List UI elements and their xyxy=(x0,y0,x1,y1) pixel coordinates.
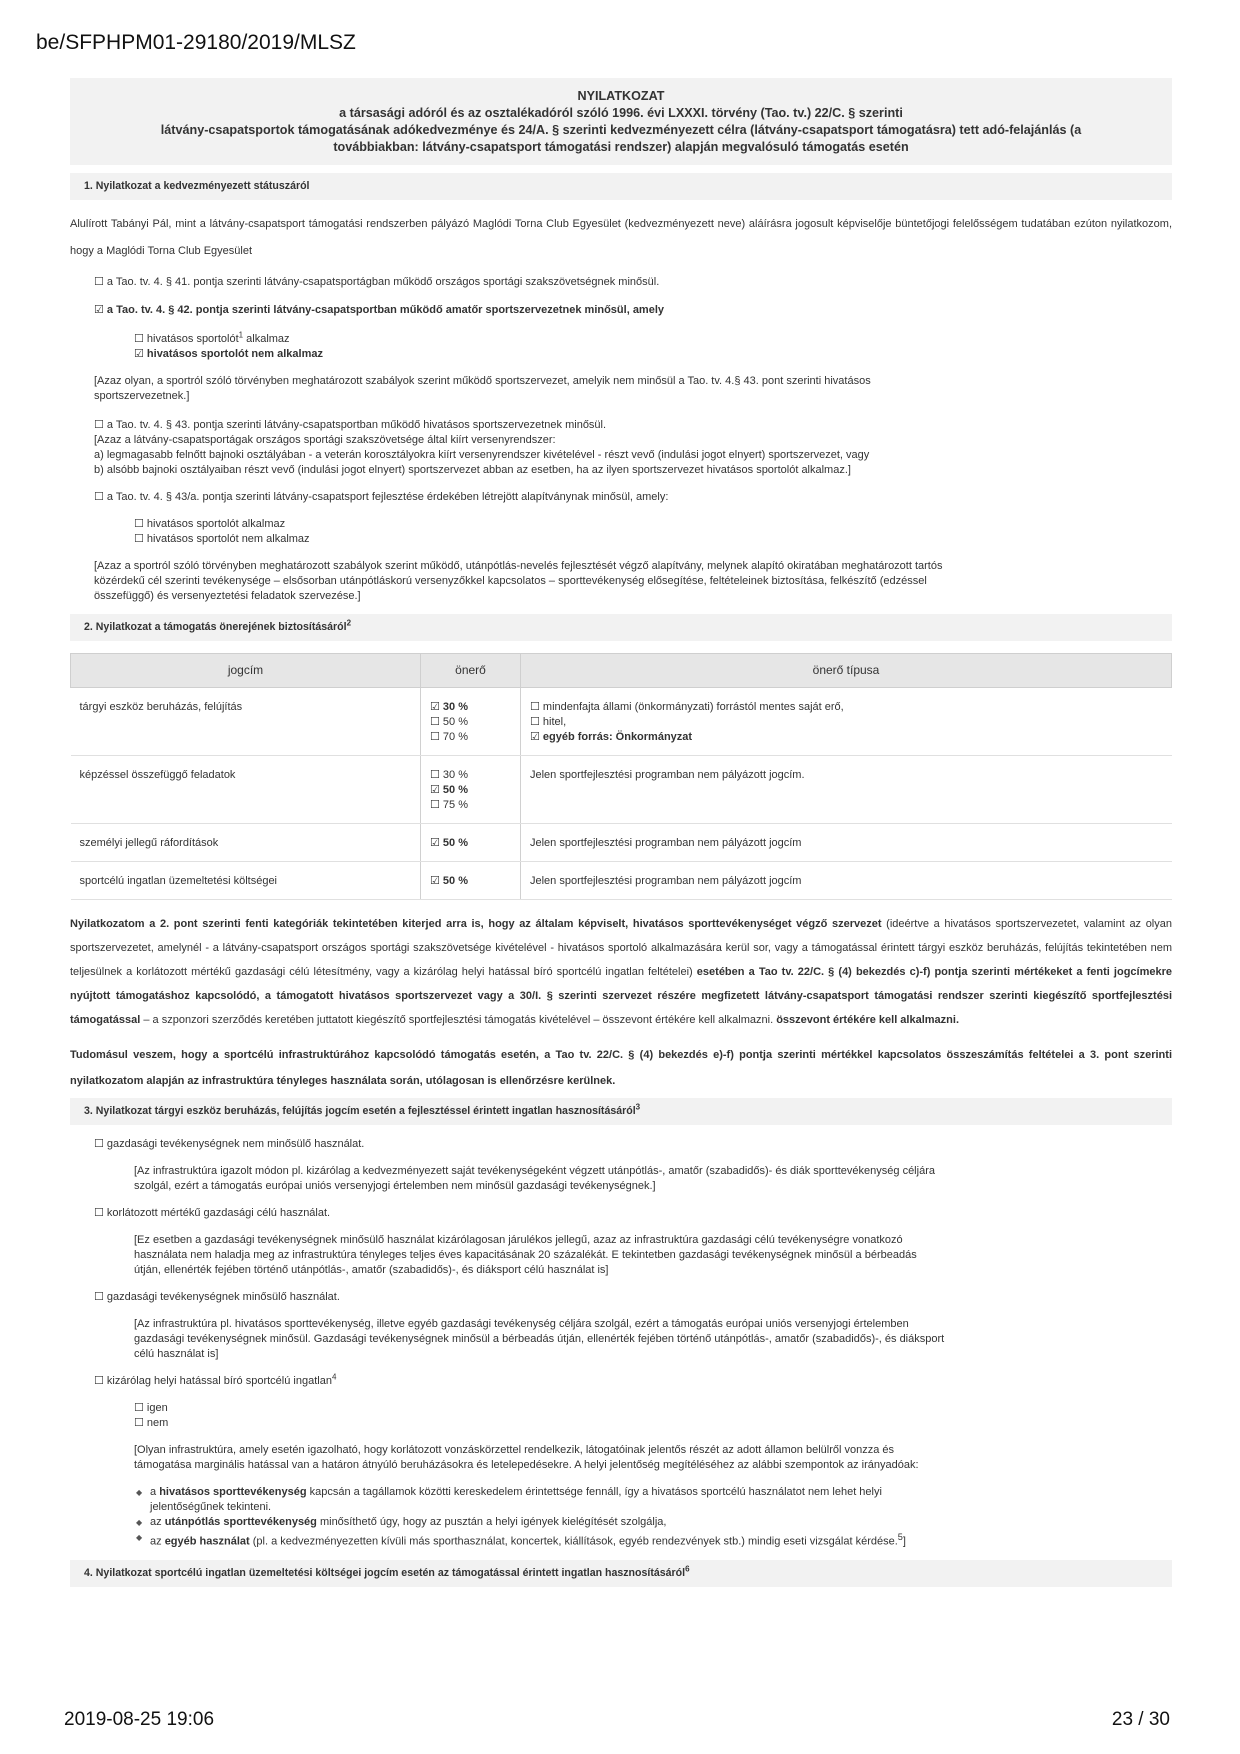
declaration-bold-1: Nyilatkozatom a 2. pont szerinti fenti kategóriák tekintetében kiterjed arra is, hogy az általam képviselt, hivatásos sporttevékenységet végző szervezet xyxy=(70,918,882,930)
cell-jogcim: tárgyi eszköz beruházás, felújítás xyxy=(71,688,421,756)
note-line: célú használat is] xyxy=(134,1348,219,1360)
footer-page-number: 23 / 30 xyxy=(1111,1709,1170,1730)
cell-jogcim: személyi jellegű ráfordítások xyxy=(71,824,421,862)
section-3-heading-text: 3. Nyilatkozat tárgyi eszköz beruházás, felújítás jogcím esetén a fejlesztéssel érintett ingatlan hasznosításáról xyxy=(84,1105,636,1117)
option-43-line-3: a) legmagasabb felnőtt bajnoki osztályában - a veterán korosztályokra kiírt versenyrendszer kivételével - részt vevő (indulási jogot elnyert) sportszervezet, vagy xyxy=(94,449,870,461)
section-4-heading xyxy=(70,1560,1172,1587)
section-1-heading: 1. Nyilatkozat a kedvezményezett státuszáról xyxy=(70,173,1172,200)
table-row xyxy=(71,756,1172,824)
option-42: ☑ a Tao. tv. 4. § 42. pontja szerinti látvány-csapatsportban működő amatőr sportszervezetnek minősül, amely xyxy=(94,304,665,316)
criterion-text: a xyxy=(150,1486,160,1498)
table-header-row xyxy=(71,654,1172,688)
option-43a-sub xyxy=(134,517,1172,547)
option-43a-employs: ☐ hivatásos sportolót alkalmaz xyxy=(134,518,286,530)
usage-non-economic-note xyxy=(134,1164,1172,1194)
table-row xyxy=(71,824,1172,862)
option-43a-note-line-3: összefüggő) és versenyeztetési feladatok szervezése.] xyxy=(94,590,361,602)
footnote-2-ref: 2 xyxy=(346,618,352,628)
footer-datetime: 2019-08-25 19:06 xyxy=(64,1709,215,1730)
usage-economic: ☐ gazdasági tevékenységnek minősülő használat. xyxy=(94,1291,340,1303)
criterion-bold: hivatásos sporttevékenység xyxy=(159,1486,307,1498)
option-42-note-line-2: sportszervezetnek.] xyxy=(94,390,190,402)
title-line-4: továbbiakban: látvány-csapatsport támogatási rendszer) alapján megvalósuló támogatás esetén xyxy=(333,140,909,154)
usage-economic-note xyxy=(134,1317,1172,1362)
percent-option: ☐ 75 % xyxy=(430,799,468,811)
declaration-text-2: – a szponzori szerződés keretében juttatott kiegészítő sportfejlesztési támogatás kivételével – összevont értékére kell alkalmazni. xyxy=(140,1014,777,1026)
option-43a-note-line-2: közérdekű cél szerinti tevékenysége – elsősorban utánpótláskorú versenyzőkkel kapcsolatos – sporttevékenység elősegítése, feltételeinek biztosítása, felkészítő (edzéssel xyxy=(94,575,927,587)
option-43a: ☐ a Tao. tv. 4. § 43/a. pontja szerinti látvány-csapatsport fejlesztése érdekében létrejött alapítványnak minősül, amely: xyxy=(94,491,669,503)
usage-limited-economic: ☐ korlátozott mértékű gazdasági célú használat. xyxy=(94,1207,331,1219)
col-header-onero-tipusa: önerő típusa xyxy=(521,654,1172,688)
footnote-5-ref: 5 xyxy=(897,1532,903,1542)
col-header-jogcim: jogcím xyxy=(71,654,421,688)
list-item xyxy=(132,1515,1172,1530)
type-option: ☐ hitel, xyxy=(530,716,567,728)
criterion-text: (pl. a kedvezményezetten kívüli más sporthasználat, koncertek, kiállítások, egyéb rendezvények stb.) mindig eseti vizsgálat kérdése. xyxy=(249,1535,898,1548)
usage-local-only-text: ☐ kizárólag helyi hatással bíró sportcélú ingatlan xyxy=(94,1375,332,1387)
title-line-3: látvány-csapatsportok támogatásának adókedvezménye és 24/A. § szerinti kedvezményezett célra (látvány-csapatsport támogatásra) tett adó-felajánlás (a xyxy=(160,123,1082,137)
cell-onero-tipusa xyxy=(521,688,1172,756)
percent-option: ☑ 50 % xyxy=(430,784,468,796)
declaration-text-1: (ideértve a hivatásos sportszervezetet, valamint az olyan sportszervezetet, amelynél - a látvány-csapatsport országos sportági szakszövetsége kivételével - hivatásos sportoló alkalmazására kerül sor, vagy a támogatással érintett tárgyi eszköz beruházás, felújítás tekintetében nem teljesülnek a korlátozott mértékű gazdasági célú létesítmény, vagy a kizárólag helyi hatással bíró sportcélú ingatlan feltételei) xyxy=(70,918,1172,978)
option-no: ☐ nem xyxy=(134,1417,169,1429)
percent-option: ☐ 70 % xyxy=(430,731,468,743)
note-line: [Ez esetben a gazdasági tevékenységnek minősülő használat kizárólagosan járulékos jellegű, azaz az infrastruktúra gazdasági célú tevékenységre vonatkozó xyxy=(134,1234,903,1246)
note-line: [Az infrastruktúra pl. hivatásos sporttevékenység, illetve egyéb gazdasági tevékenység céljára szolgál, ezért a támogatás európai uniós versenyjogi értelemben xyxy=(134,1318,909,1330)
footnote-3-ref: 3 xyxy=(635,1102,641,1112)
option-42-not-employs: ☑ hivatásos sportolót nem alkalmaz xyxy=(134,348,323,360)
option-42-note-line-1: [Azaz olyan, a sportról szóló törvényben meghatározott szabályok szerint működő sportszervezet, amelyik nem minősül a Tao. tv. 4.§ 43. pont szerinti hivatásos xyxy=(94,375,871,387)
usage-local-only xyxy=(94,1374,1172,1389)
note-line: [Olyan infrastruktúra, amely esetén igazolható, hogy korlátozott vonzáskörzettel rendelkezik, látogatóinak jelentős részét az adott államon belülről vonzza és xyxy=(134,1444,895,1456)
title-line-2: a társasági adóról és az osztalékadóról szóló 1996. évi LXXXI. törvény (Tao. tv.) 22/C. § szerinti xyxy=(339,106,903,120)
option-42-note xyxy=(94,374,1172,404)
criterion-bold: utánpótlás sporttevékenység xyxy=(164,1516,317,1528)
declaration-paragraph xyxy=(70,912,1172,1032)
note-line: [Az infrastruktúra igazolt módon pl. kizárólag a kedvezményezett saját tevékenységeként végzett utánpótlás-, amatőr (szabadidős)- és diák sporttevékenység céljára xyxy=(134,1165,935,1177)
declaration-bold-3: összevont értékére kell alkalmazni. xyxy=(776,1014,960,1026)
criterion-text: jelentőségűnek tekinteni. xyxy=(150,1501,272,1513)
section-4-heading-text: 4. Nyilatkozat sportcélú ingatlan üzemeltetési költségei jogcím esetén az támogatással érintett ingatlan hasznosításáról xyxy=(84,1566,686,1579)
note-line: szolgál, ezért a támogatás európai uniós versenyjogi értelemben nem minősül gazdasági tevékenységnek.] xyxy=(134,1180,656,1192)
cell-onero-tipusa: Jelen sportfejlesztési programban nem pályázott jogcím xyxy=(521,824,1172,862)
footnote-1-ref: 1 xyxy=(238,330,244,340)
footnote-4-ref: 4 xyxy=(331,1372,337,1382)
list-item xyxy=(132,1530,1172,1550)
note-line: támogatása marginális hatással van a határon átnyúló beruházásokra és letelepedésekre. A helyi jelentőség megítéléséhez az alábbi szempontok az irányadóak: xyxy=(134,1459,919,1471)
criterion-bold: egyéb használat xyxy=(164,1535,250,1548)
criterion-text: az xyxy=(150,1535,165,1548)
cell-onero-tipusa: Jelen sportfejlesztési programban nem pályázott jogcím. xyxy=(521,756,1172,824)
own-contribution-table xyxy=(70,653,1172,900)
declaration-title-box xyxy=(70,78,1172,165)
cell-jogcim: sportcélú ingatlan üzemeltetési költségei xyxy=(71,862,421,900)
document-body xyxy=(70,78,1172,1587)
option-41: ☐ a Tao. tv. 4. § 41. pontja szerinti látvány-csapatsportágban működő országos sportági szakszövetségnek minősül. xyxy=(94,276,660,288)
section-2-heading-text: 2. Nyilatkozat a támogatás önerejének biztosításáról xyxy=(84,621,347,633)
option-42-employs-text-end: alkalmaz xyxy=(243,333,290,345)
option-43a-note-line-1: [Azaz a sportról szóló törvényben meghatározott szabályok szerint működő, utánpótlás-nevelés fejlesztését végző alapítvány, melynek alapító okiratában meghatározott tartós xyxy=(94,560,943,572)
percent-option: ☐ 50 % xyxy=(430,716,468,728)
list-item xyxy=(132,1485,1172,1515)
percent-option: ☑ 30 % xyxy=(430,701,468,713)
option-43-line-1: ☐ a Tao. tv. 4. § 43. pontja szerinti látvány-csapatsportban működő hivatásos sportszervezetnek minősül. xyxy=(94,419,607,431)
table-row xyxy=(71,862,1172,900)
cell-onero xyxy=(421,756,521,824)
cell-onero xyxy=(421,688,521,756)
option-43 xyxy=(94,418,1172,478)
percent-option: ☐ 30 % xyxy=(430,769,468,781)
type-option: ☐ mindenfajta állami (önkormányzati) forrástól mentes saját erő, xyxy=(530,701,844,713)
usage-local-options xyxy=(134,1401,1172,1431)
option-42-sub xyxy=(134,332,1172,362)
criterion-text: ] xyxy=(902,1535,906,1548)
acknowledgement-paragraph: Tudomásul veszem, hogy a sportcélú infrastruktúrához kapcsolódó támogatás esetén, a Tao tv. 22/C. § (4) bekezdés e)-f) pontja szerinti mértékkel kapcsolatos összeszámítás feltételei a 3. pont szerinti nyilatkozatom alapján az infrastruktúra tényleges használata során, utólagosan is ellenőrzésre kerülnek. xyxy=(70,1049,1172,1087)
section-3-heading xyxy=(70,1098,1172,1125)
usage-non-economic: ☐ gazdasági tevékenységnek nem minősülő használat. xyxy=(94,1138,365,1150)
criterion-text: kapcsán a tagállamok közötti kereskedelem érintettsége fennáll, így a hivatásos sportcélú használatot nem lehet helyi xyxy=(306,1486,882,1498)
cell-onero: ☑ 50 % xyxy=(421,862,521,900)
option-42-employs-text: ☐ hivatásos sportolót xyxy=(134,333,239,345)
option-43-line-2: [Azaz a látvány-csapatsportágak országos sportági szakszövetsége által kiírt versenyrendszer: xyxy=(94,434,556,446)
criteria-list xyxy=(132,1485,1172,1550)
table-row xyxy=(71,688,1172,756)
title-line-1: NYILATKOZAT xyxy=(577,89,665,103)
section-2-heading xyxy=(70,614,1172,641)
type-option: ☑ egyéb forrás: Önkormányzat xyxy=(530,731,693,743)
usage-limited-economic-note xyxy=(134,1233,1172,1278)
cell-onero: ☑ 50 % xyxy=(421,824,521,862)
note-line: útján, ellenérték fejében történő utánpótlás-, amatőr (szabadidős)-, és diáksport célú használat is] xyxy=(134,1264,609,1276)
section-1-intro: Alulírott Tabányi Pál, mint a látvány-csapatsport támogatási rendszerben pályázó Maglódi Torna Club Egyesület (kedvezményezett neve) aláírásra jogosult képviselője büntetőjogi felelősségem tudatában ezúton nyilatkozom, hogy a Maglódi Torna Club Egyesület xyxy=(70,218,1172,257)
criterion-text: az xyxy=(150,1516,165,1528)
option-yes: ☐ igen xyxy=(134,1402,168,1414)
note-line: használata nem haladja meg az infrastruktúra tényleges teljes éves kapacitásának 20 százalékát. E tekintetben gazdasági tevékenységnek minősül a bérbeadás xyxy=(134,1249,917,1261)
footnote-6-ref: 6 xyxy=(685,1564,690,1574)
criterion-text: minősíthető úgy, hogy az pusztán a helyi igények kielégítését szolgálja, xyxy=(316,1516,667,1528)
option-42-employs xyxy=(134,332,1172,347)
usage-local-note xyxy=(134,1443,1172,1473)
option-43a-note xyxy=(94,559,1172,604)
option-43a-not-employs: ☐ hivatásos sportolót nem alkalmaz xyxy=(134,533,310,545)
col-header-onero: önerő xyxy=(421,654,521,688)
option-43-line-4: b) alsóbb bajnoki osztályaiban részt vevő (indulási jogot elnyert) sportszervezet abban az esetben, ha az ilyen sportszervezet hivatásos sportolót alkalmaz.] xyxy=(94,464,851,476)
document-id: be/SFPHPM01-29180/2019/MLSZ xyxy=(36,31,356,54)
cell-onero-tipusa: Jelen sportfejlesztési programban nem pályázott jogcím xyxy=(521,862,1172,900)
note-line: gazdasági tevékenységnek minősül. Gazdasági tevékenységnek minősül a bérbeadás útján, ellenérték fejében történő utánpótlás-, amatőr (szabadidős)-, és diáksport xyxy=(134,1333,945,1345)
declaration-bold-2: esetében a Tao tv. 22/C. § (4) bekezdés c)-f) pontja szerinti mértékeket a fenti jogcímekre nyújtott támogatáshoz kapcsolódó, a támogatott hivatásos sportszervezet vagy a 30/I. § szerinti szervezet részére megfizetett látvány-csapatsport támogatási rendszer szerinti kiegészítő sportfejlesztési támogatással xyxy=(70,966,1172,1026)
cell-jogcim: képzéssel összefüggő feladatok xyxy=(71,756,421,824)
